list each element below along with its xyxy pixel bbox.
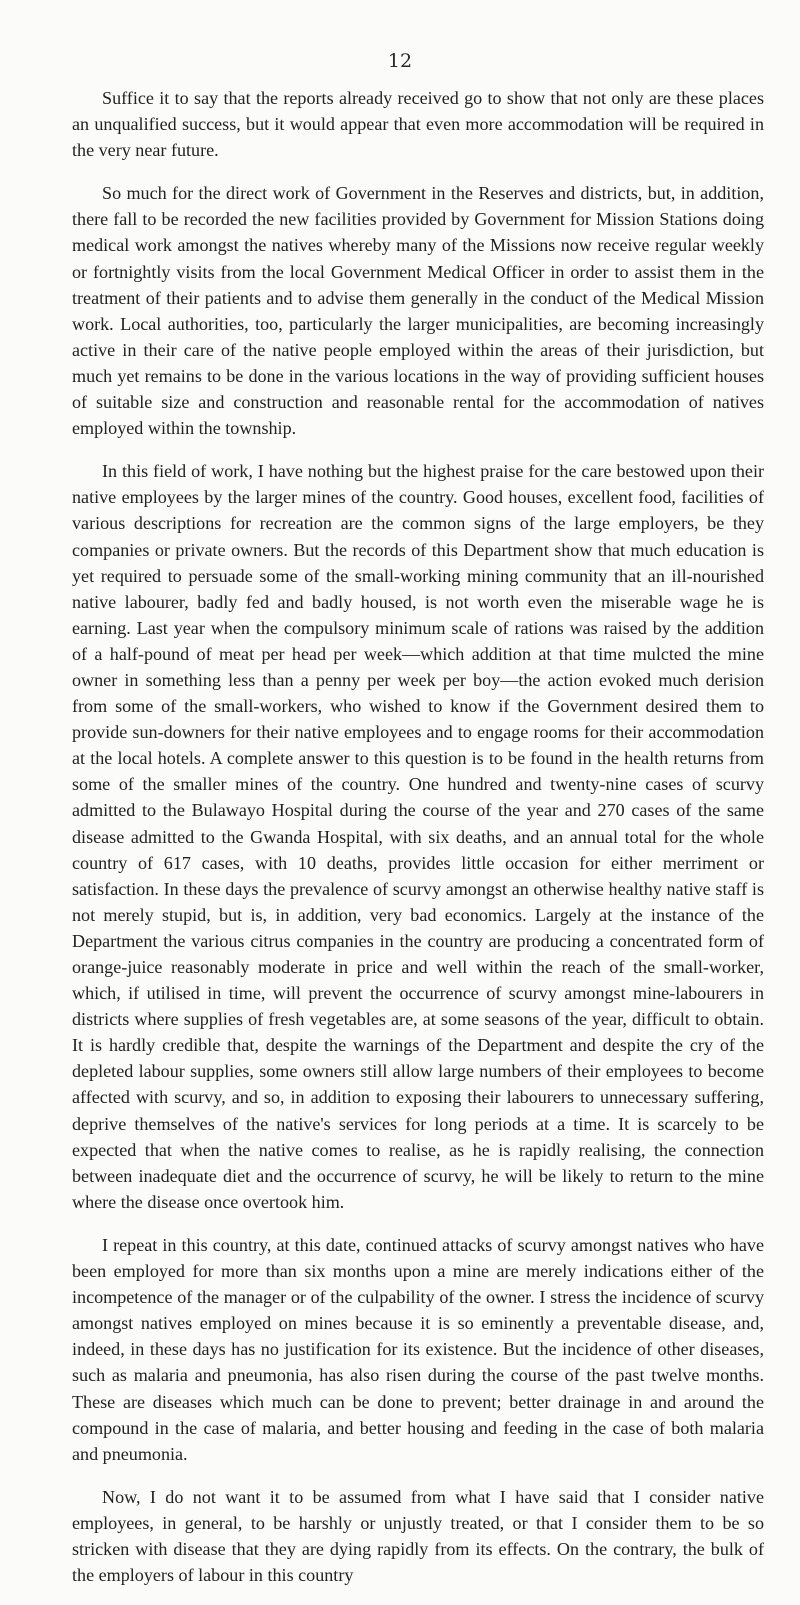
paragraph: Now, I do not want it to be assumed from what I have said that I consider native employees, in general, to be harshly or unjustly treated, or that I consider them to be so stricken with disease that they are dying rapidly from its effects. On the contrary, the bulk of the employers of labour in this country [72,1486,764,1586]
paragraph: In this field of work, I have nothing but the highest praise for the care bestowed upon their native employees by the larger mines of the country. Good houses, excellent food, facilities of various descriptions for recreation are the common signs of the large employers, be they companies or private owners. But the records of this Department show that much education is yet required to persuade some of the small-working mining community that an ill-nourished native labourer, badly fed and badly housed, is not worth even the miserable wage he is earning. Last year when the compulsory minimum scale of rations was raised by the addition of a half-pound of meat per head per week—which addition at that time mulcted the mine owner in something less than a penny per week per boy—the action evoked much derision from some of the small-workers, who wished to know if the Government desired them to provide sun-downers for their native employees and to engage rooms for their accommodation at the local hotels. A complete answer to this question is to be found in the health returns from some of the smaller mines of the country. One hundred and twenty-nine cases of scurvy admitted to the Bulawayo Hospital during the course of the year and 270 cases of the same disease admitted to the Gwanda Hospital, with six deaths, and an annual total for the whole country of 617 cases, with 10 deaths, provides little occasion for either merriment or satisfaction. In these days the prevalence of scurvy amongst an otherwise healthy native staff is not merely stupid, but is, in addition, very bad economics. Largely at the instance of the Department the various citrus companies in the country are producing a concentrated form of orange-juice reasonably moderate in price and well within the reach of the small-worker, which, if utilised in time, will prevent the occurrence of scurvy amongst mine-labourers in districts where supplies of fresh vegetables are, at some seasons of the year, difficult to obtain. It is hardly credible that, despite the warnings of the Department and despite the cry of the depleted labour supplies, some owners still allow large numbers of their employees to become affected with scurvy, and so, in addition to exposing their labourers to unnecessary suffering, deprive themselves of the native's services for long periods at a time. It is scarcely to be expected that when the native comes to realise, as he is rapidly realising, the connection between inadequate diet and the occurrence of scurvy, he will be likely to return to the mine where the disease once overtook him. [72,461,764,1212]
page-number: 12 [387,50,413,72]
paragraph: Suffice it to say that the reports already received go to show that not only are these places an unqualified success, but it would appear that even more accommodation will be required in the very near future. [72,88,764,161]
body-text [72,85,764,1605]
paragraph: So much for the direct work of Government in the Reserves and districts, but, in addition, there fall to be recorded the new facilities provided by Government for Mission Stations doing medical work amongst the natives whereby many of the Missions now receive regular weekly or fortnightly visits from the local Government Medical Officer in order to assist them in the treatment of their patients and to advise them generally in the conduct of the Medical Mission work. Local authorities, too, particularly the larger municipalities, are becoming increasingly active in their care of the native people employed within the areas of their jurisdiction, but much yet remains to be done in the various locations in the way of providing sufficient houses of suitable size and construction and reasonable rental for the accommodation of natives employed within the township. [72,183,764,439]
paragraph: I repeat in this country, at this date, continued attacks of scurvy amongst natives who have been employed for more than six months upon a mine are merely indications either of the incompetence of the manager or of the culpability of the owner. I stress the incidence of scurvy amongst natives employed on mines because it is so eminently a preventable disease, and, indeed, in these days has no justification for its existence. But the incidence of other diseases, such as malaria and pneumonia, has also risen during the course of the past twelve months. These are diseases which much can be done to prevent; better drainage in and around the compound in the case of malaria, and better housing and feeding in the case of both malaria and pneumonia. [72,1234,764,1464]
